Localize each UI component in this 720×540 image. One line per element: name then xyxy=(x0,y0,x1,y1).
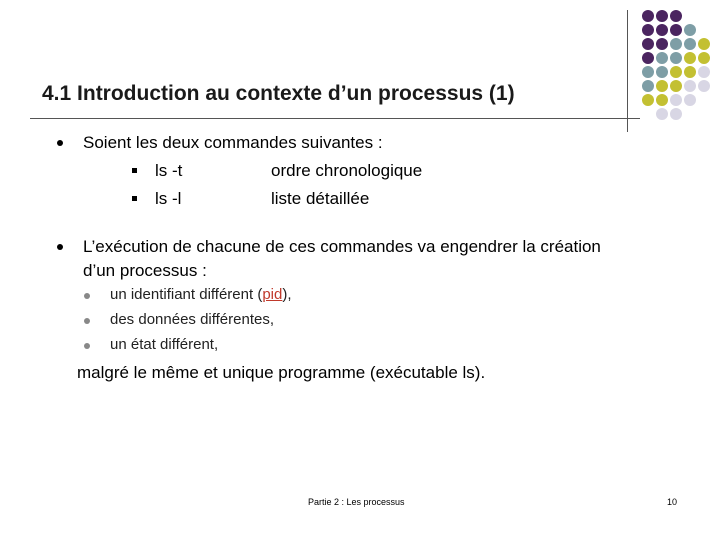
sub-item-identifier-suffix: ), xyxy=(282,286,292,303)
title-vertical-divider xyxy=(627,10,628,132)
decorative-dot xyxy=(670,80,682,92)
square-bullet xyxy=(132,196,137,201)
sub-bullet-dot xyxy=(84,293,90,299)
conclusion-text: malgré le même et unique programme (exécutable ls). xyxy=(77,363,486,382)
decorative-dot xyxy=(684,52,696,64)
bullet-dot xyxy=(57,140,63,146)
decorative-dot xyxy=(642,10,654,22)
decorative-dot xyxy=(656,10,668,22)
decorative-dot xyxy=(684,80,696,92)
sub-bullet-dot xyxy=(84,343,90,349)
command-ls-l: ls -l xyxy=(155,189,182,208)
decorative-dot xyxy=(670,94,682,106)
command-ls-t-description: ordre chronologique xyxy=(271,161,423,180)
decorative-dot xyxy=(698,38,710,50)
decorative-dot xyxy=(656,80,668,92)
bullet-2-line-2: d’un processus : xyxy=(83,261,207,280)
pid-link: pid xyxy=(262,286,283,303)
decorative-dot xyxy=(670,52,682,64)
decorative-dot xyxy=(698,80,710,92)
decorative-dot xyxy=(656,66,668,78)
decorative-dot xyxy=(684,66,696,78)
decorative-dot xyxy=(684,24,696,36)
decorative-dot xyxy=(656,24,668,36)
decorative-dot xyxy=(684,38,696,50)
decorative-dot xyxy=(670,66,682,78)
decorative-dot xyxy=(656,52,668,64)
slide-title: 4.1 Introduction au contexte d’un processus (1) xyxy=(42,82,515,105)
decorative-dot xyxy=(670,24,682,36)
sub-item-identifier-prefix: un identifiant différent ( xyxy=(110,286,263,303)
title-horizontal-divider xyxy=(30,118,640,119)
decorative-dot xyxy=(656,94,668,106)
decorative-dot xyxy=(684,94,696,106)
decorative-dot xyxy=(642,52,654,64)
decorative-dot xyxy=(642,80,654,92)
decorative-dot xyxy=(642,38,654,50)
decorative-dot-grid xyxy=(640,10,720,120)
decorative-dot xyxy=(670,38,682,50)
decorative-dot xyxy=(642,24,654,36)
decorative-dot xyxy=(642,66,654,78)
footer-center-text: Partie 2 : Les processus xyxy=(308,497,405,507)
sub-item-identifier xyxy=(110,286,292,303)
bullet-dot xyxy=(57,244,63,250)
decorative-dot xyxy=(698,52,710,64)
decorative-dot xyxy=(698,66,710,78)
bullet-2-line-1: L’exécution de chacune de ces commandes va engendrer la création xyxy=(83,237,601,256)
sub-item-state: un état différent, xyxy=(110,336,219,353)
decorative-dot xyxy=(656,38,668,50)
square-bullet xyxy=(132,168,137,173)
sub-item-data: des données différentes, xyxy=(110,311,275,328)
command-ls-l-description: liste détaillée xyxy=(271,189,370,208)
decorative-dot xyxy=(642,94,654,106)
bullet-1-text: Soient les deux commandes suivantes : xyxy=(83,133,383,152)
page-number: 10 xyxy=(667,497,678,507)
sub-bullet-dot xyxy=(84,318,90,324)
command-ls-t: ls -t xyxy=(155,161,183,180)
decorative-dot xyxy=(670,10,682,22)
decorative-dot xyxy=(670,108,682,120)
decorative-dot xyxy=(656,108,668,120)
